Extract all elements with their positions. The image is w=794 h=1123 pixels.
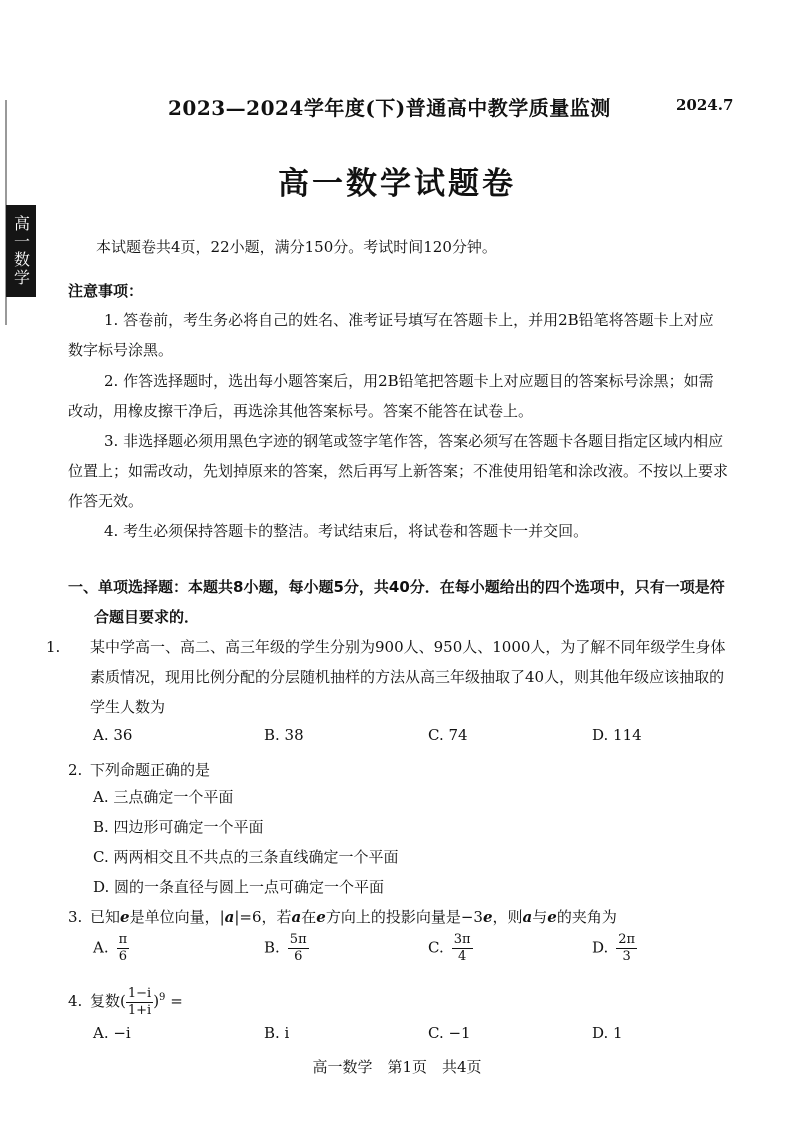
option-b: B. $\frac{5\pi}{6}$ (264, 932, 307, 964)
question-number: 2. (68, 761, 83, 779)
question-number: 3. (68, 908, 83, 926)
page-footer: 高一数学 第1页 共4页 (312, 1058, 482, 1076)
question-2 (68, 755, 732, 785)
question-3: 3. 已知e是单位向量，|a|=6，若a在e方向上的投影向量是−3e，则a与e的夹角为 (68, 902, 732, 932)
page-title: 高一数学试题卷 (278, 166, 516, 202)
exam-date: 2024.7 (676, 96, 734, 114)
option-b: B. i (264, 1024, 290, 1042)
option-a: A. 三点确定一个平面 (93, 788, 234, 806)
option-a: A. $\frac{\pi}{6}$ (93, 932, 128, 964)
option-b: B. 四边形可确定一个平面 (93, 818, 264, 836)
section-heading: 一、单项选择题：本题共8小题，每小题5分，共40分．在每小题给出的四个选项中，只有一项是符合题目要求的． (68, 578, 725, 626)
notice-item: 4. 考生必须保持答题卡的整洁。考试结束后，将试卷和答题卡一并交回。 (104, 522, 589, 540)
option-c: C. $\frac{3\pi}{4}$ (428, 932, 471, 964)
notice-item: 2. 作答选择题时，选出每小题答案后，用2B铅笔把答题卡上对应题目的答案标号涂黑；如需改动，用橡皮擦干净后，再选涂其他答案标号。答案不能答在试卷上。 (68, 372, 714, 420)
exam-header-title: 2023—2024学年度(下)普通高中教学质量监测 (168, 96, 611, 120)
subject-side-tab: 高一数学 (6, 205, 36, 297)
question-text: 某中学高一、高二、高三年级的学生分别为900人、950人、1000人，为了解不同年级学生身体素质情况，现用比例分配的分层随机抽样的方法从高三年级抽取了40人，则其他年级应该抽取的学生人数为 (90, 638, 726, 716)
notice-item: 3. 非选择题必须用黑色字迹的钢笔或签字笔作答，答案必须写在答题卡各题目指定区域内相应位置上；如需改动，先划掉原来的答案，然后再写上新答案；不准使用铅笔和涂改液。不按以上要求作答无效。 (68, 432, 729, 510)
option-d: D. 114 (592, 726, 642, 744)
question-1 (46, 632, 732, 722)
option-b: B. 38 (264, 726, 304, 744)
question-number: 1. (46, 638, 61, 656)
option-a: A. −i (93, 1024, 131, 1042)
notice-heading: 注意事项： (68, 282, 144, 300)
notice-item: 1. 答卷前，考生务必将自己的姓名、准考证号填写在答题卡上，并用2B铅笔将答题卡上对应数字标号涂黑。 (68, 311, 714, 359)
exam-intro: 本试题卷共4页，22小题，满分150分。考试时间120分钟。 (96, 238, 497, 256)
option-d: D. $\frac{2\pi}{3}$ (592, 932, 636, 964)
option-d: D. 1 (592, 1024, 623, 1042)
question-4: 4. 复数( $\frac{1-i}{1+i}$ )$^9$ = (68, 985, 183, 1018)
option-d: D. 圆的一条直径与圆上一点可确定一个平面 (93, 878, 385, 896)
option-a: A. 36 (93, 726, 133, 744)
option-c: C. −1 (428, 1024, 471, 1042)
option-c: C. 两两相交且不共点的三条直线确定一个平面 (93, 848, 399, 866)
question-text: 下列命题正确的是 (90, 761, 211, 779)
question-number: 4. (68, 992, 83, 1010)
option-c: C. 74 (428, 726, 468, 744)
